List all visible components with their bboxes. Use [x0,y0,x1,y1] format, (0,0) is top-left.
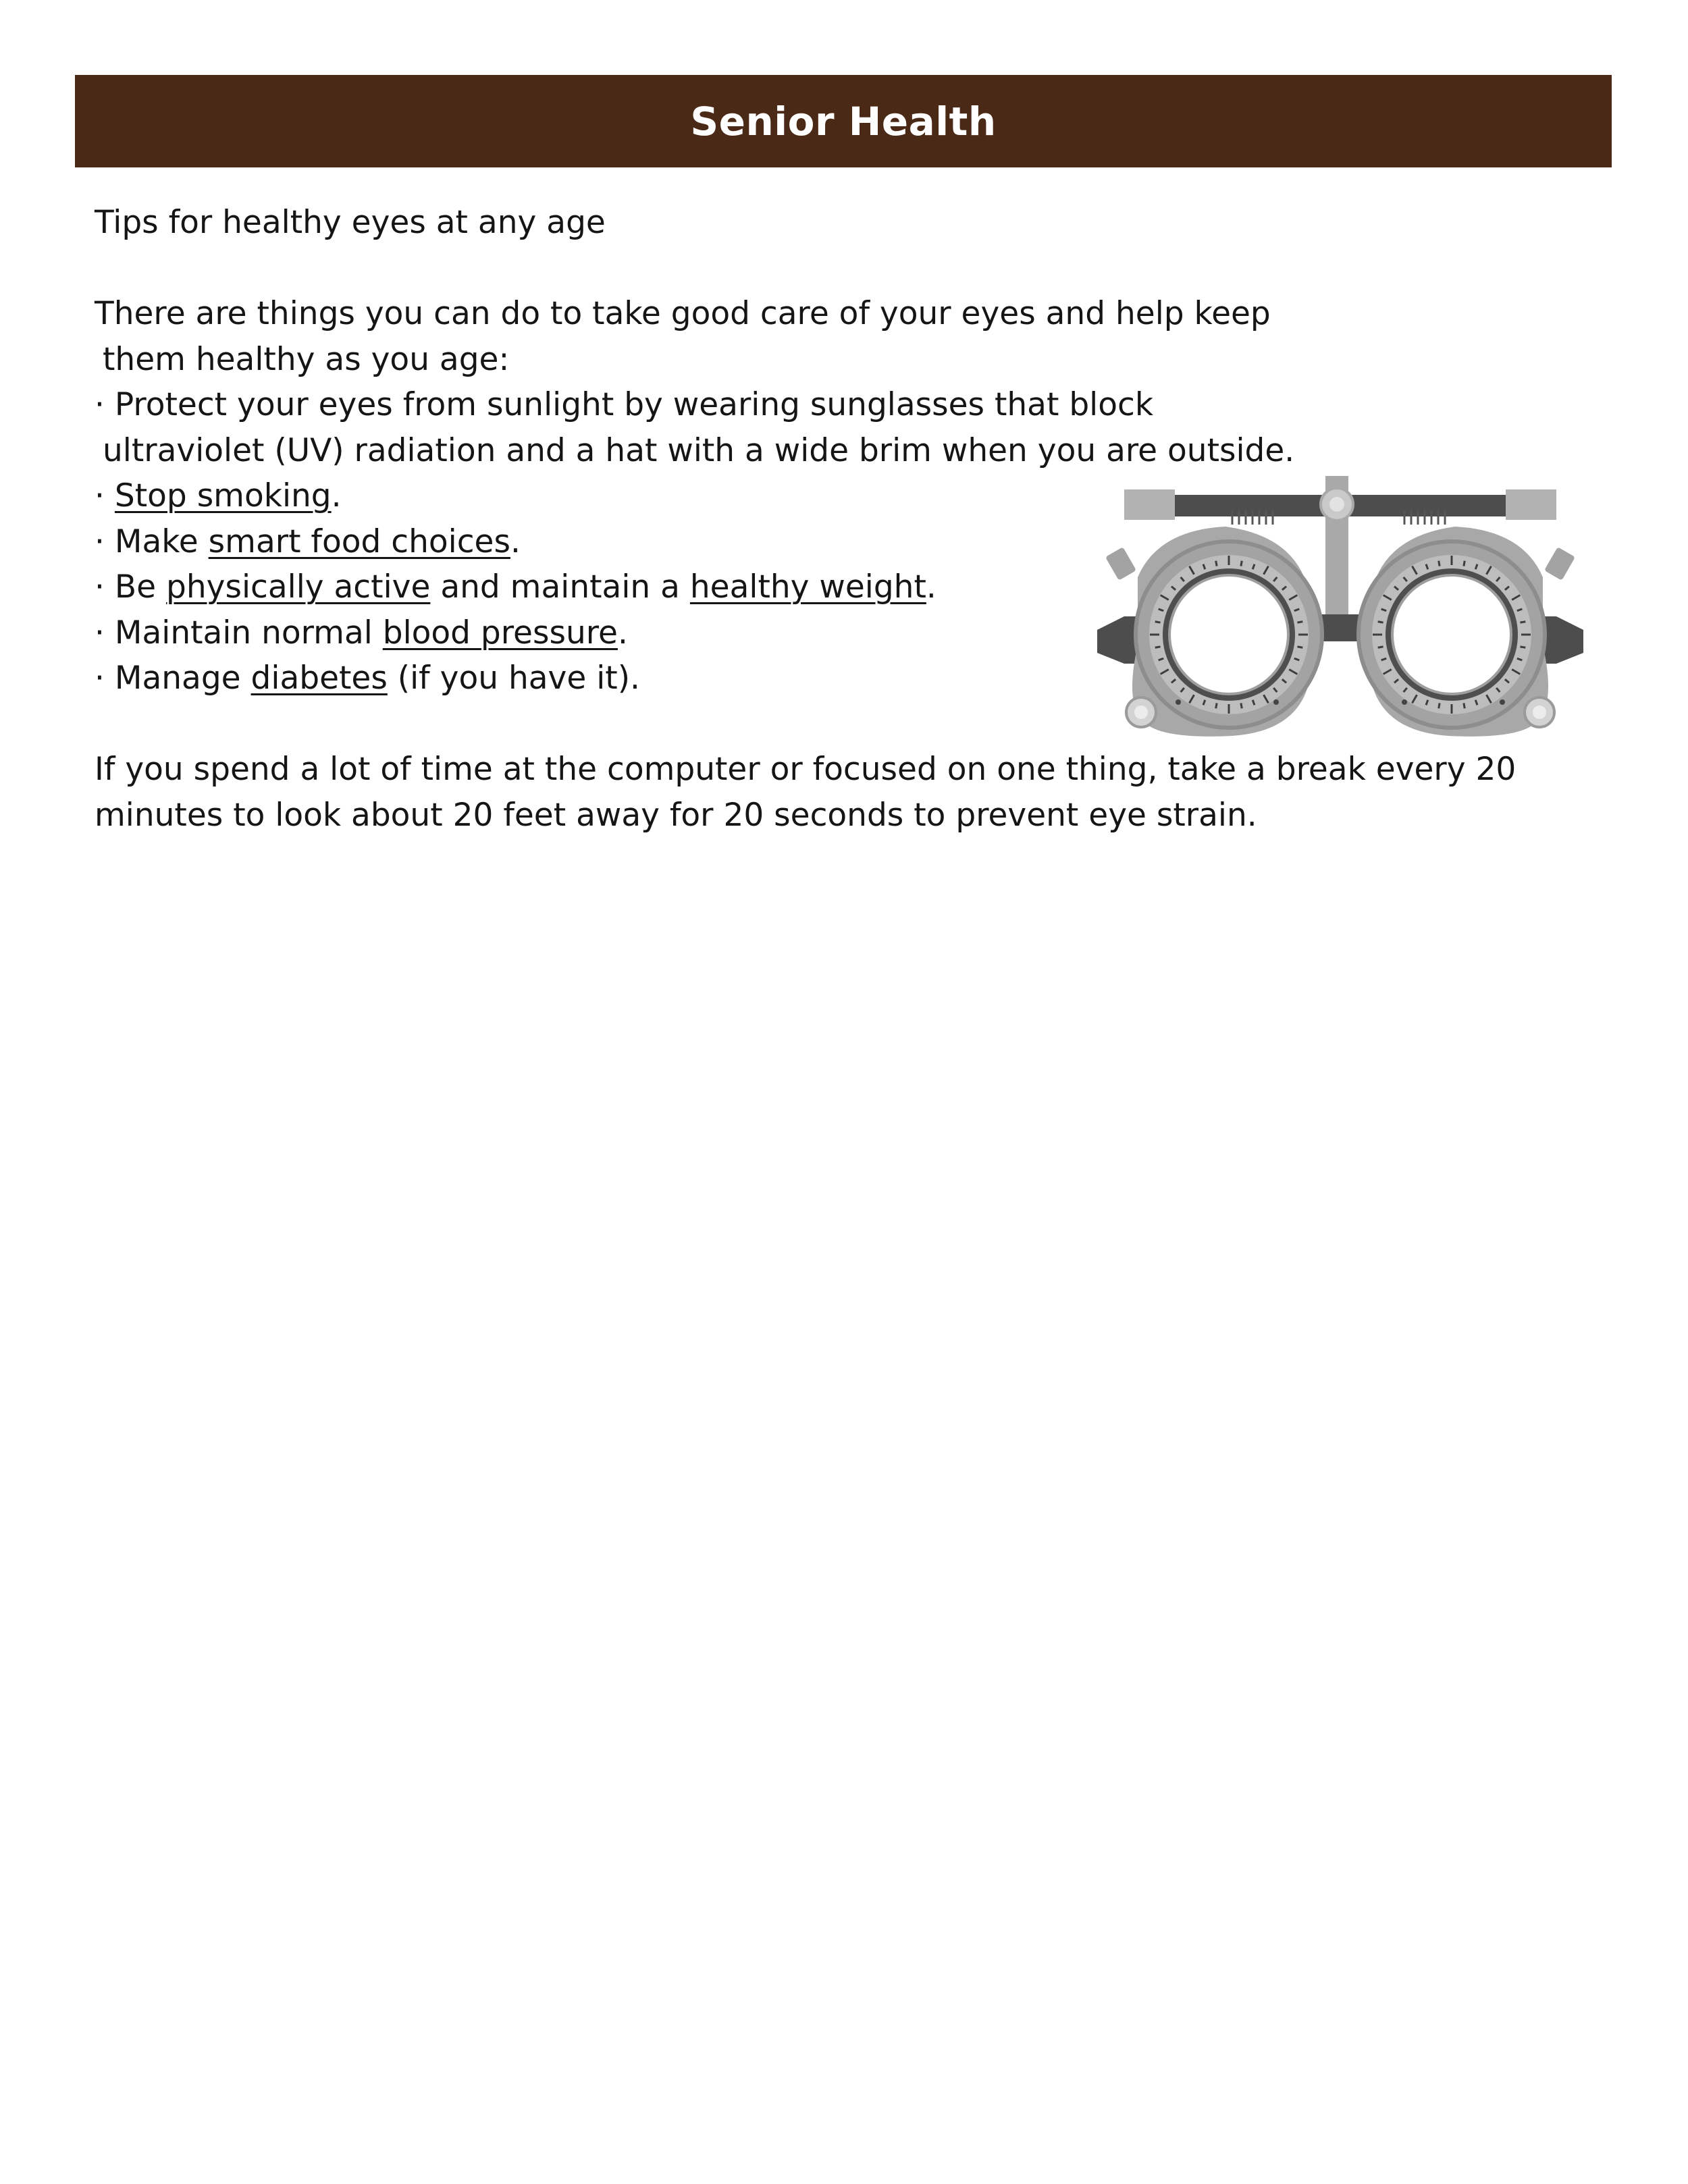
scale-tick [1439,561,1440,566]
bullet: · [95,386,105,423]
trial-frame-glasses-icon [1097,476,1583,743]
scale-tick [1216,561,1217,566]
tip-bp-before: Maintain normal [114,614,383,651]
header-bar [75,75,1612,167]
tip-sunlight [95,382,1607,428]
page-title: Senior Health [690,98,997,144]
tip-active-middle: and maintain a [430,568,690,606]
bullet: · [95,523,105,560]
tip-food-before: Make [114,523,209,560]
bullet: · [95,614,105,651]
diabetes-link[interactable]: diabetes [250,660,388,697]
healthy-weight-link[interactable]: healthy weight [689,568,926,606]
scale-tick [1241,703,1242,708]
scale-tick [1241,561,1242,566]
intro-line-2: them healthy as you age: [103,340,510,378]
tip-diabetes-after: (if you have it). [387,660,640,697]
physically-active-link[interactable]: physically active [166,568,431,606]
scale-tick [1216,703,1217,708]
tip-sunlight-text-2: ultraviolet (UV) radiation and a hat with a wide brim when you are outside. [103,431,1295,469]
scale-tick [1464,703,1465,708]
bullet: · [95,660,105,697]
tip-food-after: . [510,523,521,560]
bullet: · [95,477,105,514]
tip-active-after: . [926,568,937,606]
tip-diabetes-before: Manage [114,660,251,697]
tip-smoking-after: . [331,477,342,514]
smart-food-choices-link[interactable]: smart food choices [208,523,510,560]
scale-tick [1439,703,1440,708]
subtitle: Tips for healthy eyes at any age [95,204,606,241]
closing-paragraph: If you spend a lot of time at the computer or focused on one thing, take a break every 20 minutes to look about 20 feet away for 20 seconds to prevent eye strain. [95,751,1516,834]
tip-sunlight-text-1: Protect your eyes from sunlight by wearing sunglasses that block [114,386,1154,423]
tip-active-before: Be [114,568,167,606]
scale-tick [1464,561,1465,566]
bullet: · [95,568,105,606]
spacer [95,246,1607,292]
intro-line-1: There are things you can do to take good care of your eyes and help keep [95,295,1271,332]
tip-bp-after: . [617,614,628,651]
blood-pressure-link[interactable]: blood pressure [382,614,618,651]
stop-smoking-link[interactable]: Stop smoking [114,477,332,514]
